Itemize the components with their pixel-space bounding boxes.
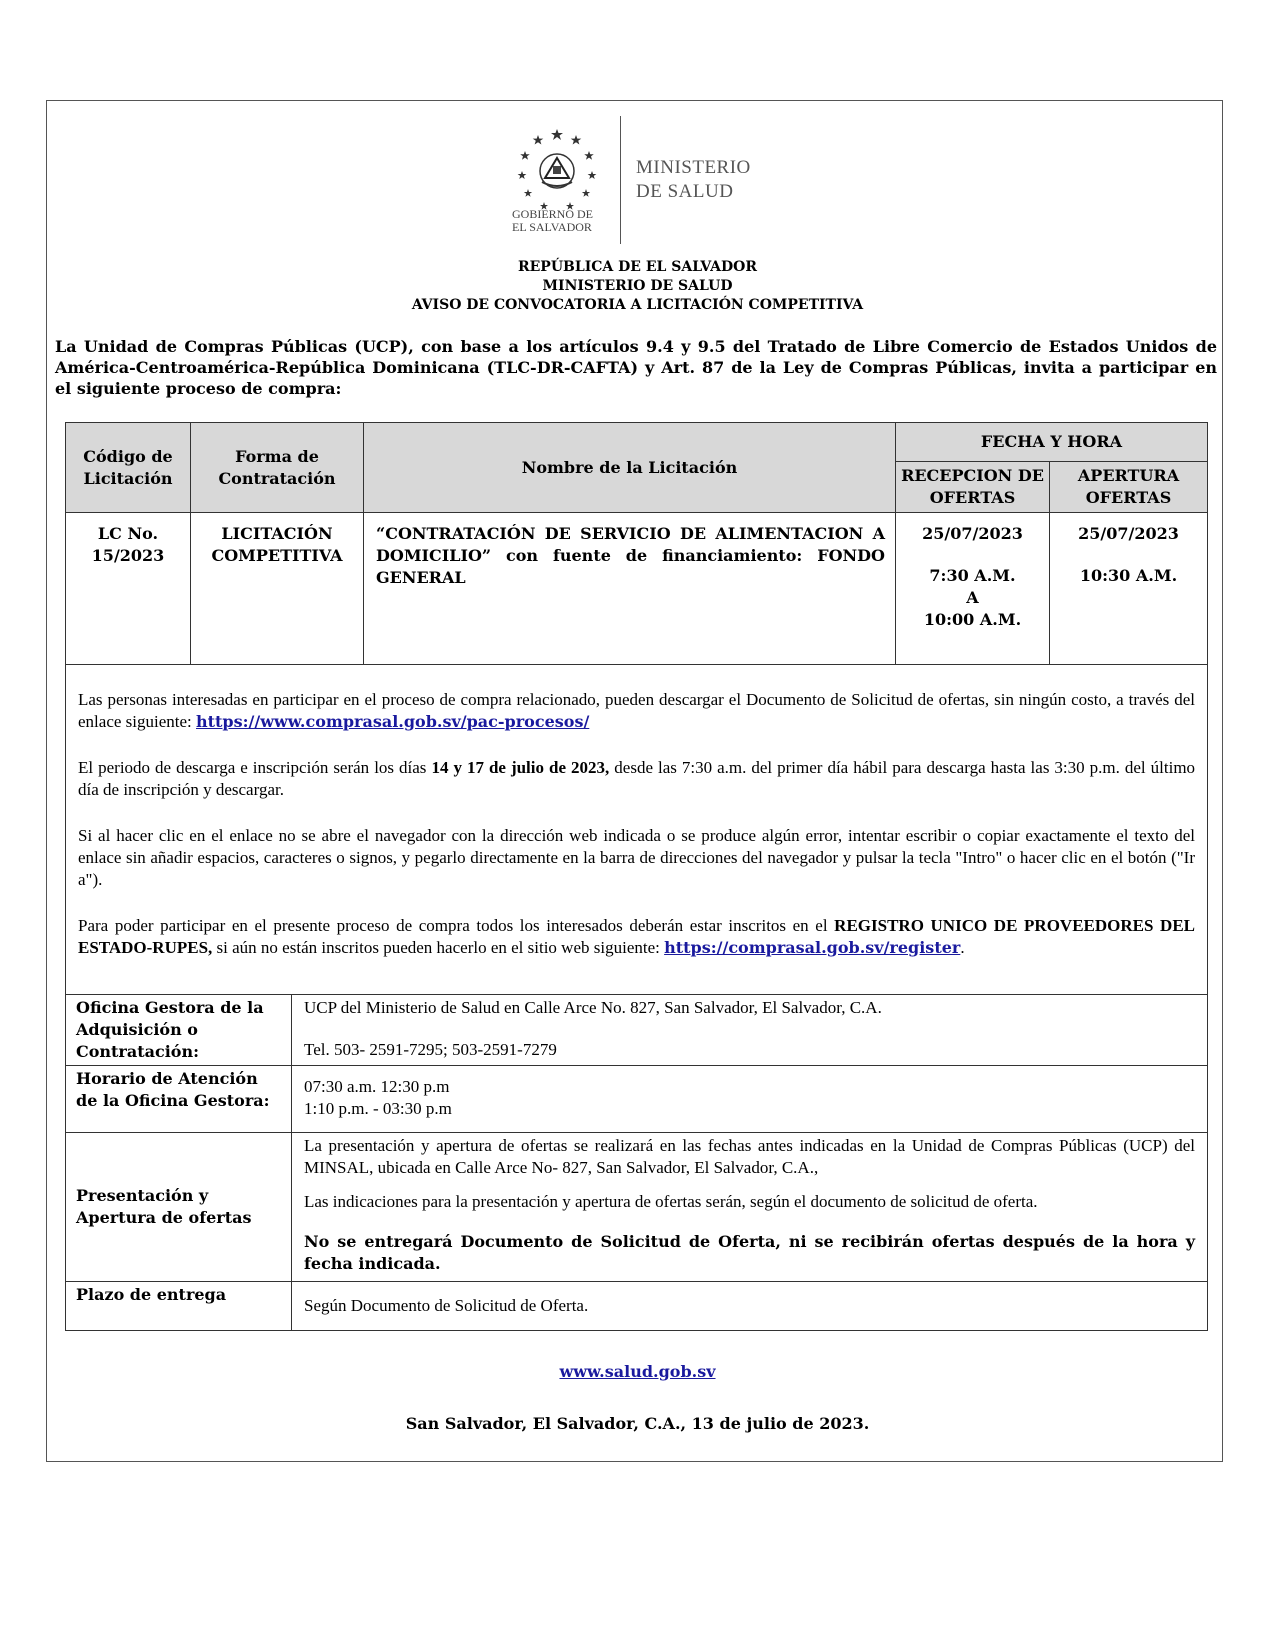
el-salvador-seal-icon bbox=[512, 126, 602, 216]
presentation-value bbox=[292, 1133, 1208, 1282]
website-line bbox=[0, 1362, 1275, 1381]
presentation-text-1: La presentación y apertura de ofertas se realizará en las fechas antes indicadas en la Unidad de Compras Públicas (UCP) del MINSAL, ubicada en Calle Arce No- 827, San Salvador, El Salvador, C.A., bbox=[304, 1136, 1195, 1177]
hours-value bbox=[292, 1066, 1208, 1133]
col-reception-header: RECEPCION DE OFERTAS bbox=[896, 462, 1050, 513]
reception-a: A bbox=[966, 588, 979, 607]
registration-end: . bbox=[960, 938, 965, 957]
table-row bbox=[66, 1282, 1208, 1331]
cell-code: LC No. 15/2023 bbox=[66, 513, 191, 665]
website-link[interactable]: www.salud.gob.sv bbox=[559, 1362, 716, 1381]
period-text-b: desde las 7:30 a.m. del primer día hábil para descarga hasta las 3:30 p.m. del último día de inscripción y descargar. bbox=[78, 758, 1196, 799]
office-info-table bbox=[65, 994, 1208, 1331]
header-title: AVISO DE CONVOCATORIA A LICITACIÓN COMPETITIVA bbox=[411, 297, 864, 313]
ministry-name bbox=[636, 156, 751, 204]
table-row bbox=[66, 1066, 1208, 1133]
col-name-header: Nombre de la Licitación bbox=[364, 423, 896, 513]
delivery-label: Plazo de entrega bbox=[66, 1282, 292, 1331]
ministry-line-2: DE SALUD bbox=[636, 181, 734, 202]
cell-reception bbox=[896, 513, 1050, 665]
opening-date: 25/07/2023 bbox=[1078, 524, 1179, 543]
office-address: UCP del Ministerio de Salud en Calle Arce No. 827, San Salvador, El Salvador, C.A. bbox=[304, 998, 882, 1017]
gov-line-1: GOBIERNO DE bbox=[512, 207, 593, 221]
header-republic: REPÚBLICA DE EL SALVADOR bbox=[518, 259, 757, 275]
office-phone: Tel. 503- 2591-7295; 503-2591-7279 bbox=[304, 1040, 557, 1059]
presentation-text-2: Las indicaciones para la presentación y apertura de ofertas serán, según el documento de solicitud de oferta. bbox=[304, 1192, 1038, 1211]
registration-rupes: REGISTRO UNICO DE PROVEEDORES DEL ESTADO-RUPES, bbox=[78, 916, 1195, 957]
period-paragraph bbox=[78, 757, 1195, 801]
col-opening-header: APERTURA OFERTAS bbox=[1050, 462, 1208, 513]
cell-opening bbox=[1050, 513, 1208, 665]
presentation-label: Presentación y Apertura de ofertas bbox=[66, 1133, 292, 1282]
download-link[interactable]: https://www.comprasal.gob.sv/pac-procesos/ bbox=[196, 712, 590, 731]
table-row bbox=[66, 995, 1208, 1066]
document-header bbox=[0, 258, 1275, 315]
registration-text-a: Para poder participar en el presente proceso de compra todos los interesados deberán estar inscritos en el bbox=[78, 916, 828, 935]
period-text-a: El periodo de descarga e inscripción serán los días bbox=[78, 758, 427, 777]
tender-table bbox=[65, 422, 1208, 665]
place-date: San Salvador, El Salvador, C.A., 13 de julio de 2023. bbox=[405, 1414, 870, 1433]
registration-paragraph bbox=[78, 915, 1195, 959]
delivery-value: Según Documento de Solicitud de Oferta. bbox=[292, 1282, 1208, 1331]
ministry-line-1: MINISTERIO bbox=[636, 157, 751, 178]
gov-line-2: EL SALVADOR bbox=[512, 220, 592, 234]
opening-time: 10:30 A.M. bbox=[1079, 566, 1178, 585]
office-value bbox=[292, 995, 1208, 1066]
intro-paragraph: La Unidad de Compras Públicas (UCP), con base a los artículos 9.4 y 9.5 del Tratado de Libre Comercio de Estados Unidos de América-Centroamérica-República Dominicana (TLC-DR-CAFTA) y Art. 87 de la Ley de Compras Públicas, invita a participar en el siguiente proceso de compra: bbox=[55, 337, 1217, 398]
link-help-paragraph: Si al hacer clic en el enlace no se abre el navegador con la dirección web indicada o se produce algún error, intentar escribir o copiar exactamente el texto del enlace sin añadir espacios, caracteres o signos, y pegarlo directamente en la barra de direcciones del navegador y pulsar la tecla "Intro" o hacer clic en el botón ("Ir a"). bbox=[78, 826, 1195, 889]
hours-afternoon: 1:10 p.m. - 03:30 p.m bbox=[304, 1099, 452, 1118]
office-label: Oficina Gestora de la Adquisición o Contratación: bbox=[66, 995, 292, 1066]
header-ministry: MINISTERIO DE SALUD bbox=[542, 278, 733, 294]
download-text: Las personas interesadas en participar en el proceso de compra relacionado, pueden descargar el Documento de Solicitud de ofertas, sin ningún costo, a través del enlace siguiente: bbox=[78, 690, 1195, 731]
logo-divider bbox=[620, 116, 621, 244]
col-code-header: Código de Licitación bbox=[66, 423, 191, 513]
hours-label: Horario de Atención de la Oficina Gestora: bbox=[66, 1066, 292, 1133]
instructions-section bbox=[65, 665, 1208, 995]
ministry-logo bbox=[512, 116, 772, 246]
reception-date: 25/07/2023 bbox=[922, 524, 1023, 543]
hours-morning: 07:30 a.m. 12:30 p.m bbox=[304, 1077, 450, 1096]
reception-time-start: 7:30 A.M. bbox=[929, 566, 1016, 585]
download-paragraph bbox=[78, 689, 1195, 733]
cell-name: “CONTRATACIÓN DE SERVICIO DE ALIMENTACION A DOMICILIO” con fuente de financiamiento: FONDO GENERAL bbox=[364, 513, 896, 665]
col-form-header: Forma de Contratación bbox=[191, 423, 364, 513]
registration-text-b: si aún no están inscritos pueden hacerlo en el sitio web siguiente: bbox=[216, 938, 660, 957]
period-dates: 14 y 17 de julio de 2023, bbox=[431, 758, 610, 777]
cell-form: LICITACIÓN COMPETITIVA bbox=[191, 513, 364, 665]
table-row bbox=[66, 513, 1208, 665]
table-row bbox=[66, 1133, 1208, 1282]
register-link[interactable]: https://comprasal.gob.sv/register bbox=[664, 938, 961, 957]
presentation-warning: No se entregará Documento de Solicitud de Oferta, ni se recibirán ofertas después de la hora y fecha indicada. bbox=[304, 1232, 1195, 1273]
government-label bbox=[512, 208, 608, 234]
reception-time-end: 10:00 A.M. bbox=[923, 610, 1022, 629]
col-datetime-header: FECHA Y HORA bbox=[896, 423, 1208, 462]
